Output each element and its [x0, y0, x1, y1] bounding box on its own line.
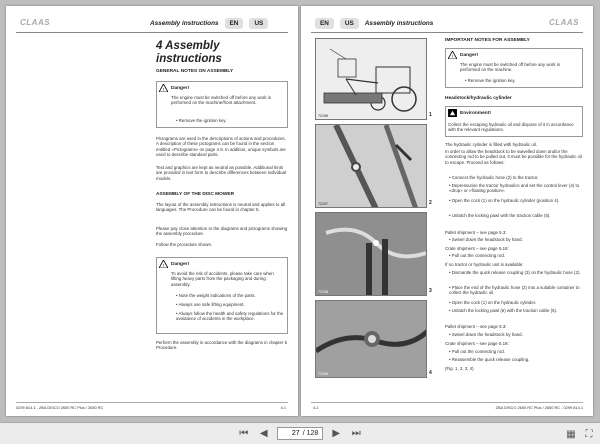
bullet-item: • Connect the hydraulic hose (2) to the tractor.: [449, 175, 585, 180]
figure-ref: 72197: [318, 202, 328, 206]
environment-label: Environment!: [460, 111, 491, 116]
lang-badge-us: US: [249, 18, 268, 29]
footer-doc-id: ZBA DISCO 2650 RC Plus / 2650 RC - 0299 814.1: [495, 405, 583, 410]
paragraph: Pallet shipment – see page 5.3:: [445, 230, 507, 235]
claas-logo: CLAAS: [548, 18, 579, 27]
warning-icon: [159, 84, 168, 92]
coupling-illustration: [316, 301, 427, 378]
viewer-toolbar: [0, 422, 600, 444]
bullet-item: • Reassemble the quick release coupling.: [449, 357, 585, 362]
header-title: Assembly instructions: [150, 19, 219, 27]
danger-text: The engine must be switched off before any work is performed on the machine/front attachment.: [171, 95, 271, 106]
paragraph: Pallet shipment – see page 5.3:: [445, 324, 507, 329]
first-page-button[interactable]: ⏮: [239, 428, 249, 439]
figure-3: [315, 212, 427, 296]
environment-text: Collect the escaping hydraulic oil and dispose of it in accordance with the relevant regulations.: [448, 122, 574, 133]
danger-text: The engine must be switched off before any work is performed on the machine.: [460, 62, 560, 73]
danger-text: To avoid the risk of accidents, please take care when lifting heavy parts from the packaging and during assembly.: [171, 271, 274, 287]
paragraph: The hydraulic cylinder is filled with hydraulic oil.: [445, 142, 537, 147]
figure-number: 1: [429, 112, 432, 118]
section-heading: IMPORTANT NOTES FOR ASSEMBLY: [445, 38, 530, 43]
bullet-item: • Swivel down the headstock by hand.: [449, 332, 585, 337]
figure-number: 4: [429, 370, 432, 376]
bullet-item: • Pull out the connecting rod.: [449, 253, 585, 258]
paragraph: In order to allow the headstock to be swivelled down and/or the connecting rod to be pulled out, it must be possible for the hydraulic oil to escape. Proceed as follows:: [445, 149, 582, 165]
chapter-title: 4 Assembly instructions: [156, 40, 222, 65]
left-page: [6, 6, 298, 416]
paragraph: Crate shipment – see page 5.19:: [445, 246, 509, 251]
danger-bullet: • Always follow the health and safety regulations for the avoidance of accidents in the workplace.: [176, 311, 284, 322]
page-header: [315, 16, 433, 30]
paragraph: Please pay close attention to the diagrams and pictograms showing the assembly procedure.: [156, 226, 288, 237]
danger-label: Danger!: [171, 86, 190, 91]
danger-bullet: • Note the weight indications of the parts.: [176, 293, 284, 298]
environment-icon: [448, 109, 457, 117]
section-heading: Headstock/hydraulic cylinder: [445, 96, 512, 101]
next-page-button[interactable]: ▶: [332, 428, 341, 439]
danger-label: Danger!: [171, 262, 190, 267]
figure-ref: 72199: [318, 372, 328, 376]
last-page-button[interactable]: ⏭: [351, 428, 361, 439]
section-heading: GENERAL NOTES ON ASSEMBLY: [156, 69, 234, 74]
lang-badge-en: EN: [225, 18, 244, 29]
footer-rule: [311, 402, 583, 403]
cock-illustration: [316, 213, 427, 296]
svg-text:!: !: [162, 263, 165, 268]
tractor-illustration: [316, 39, 427, 120]
hydraulic-cylinder-illustration: [316, 125, 427, 208]
paragraph: (Fig. 1, 2, 3, 4): [445, 366, 474, 371]
footer-rule: [16, 402, 288, 403]
bullet-item: • Unlatch the locking pawl with the traction cable (5).: [449, 213, 585, 218]
figure-number: 3: [429, 288, 432, 294]
header-title: Assembly instructions: [364, 19, 434, 27]
section-heading: ASSEMBLY OF THE DISC MOWER: [156, 192, 235, 197]
svg-text:!: !: [451, 54, 454, 59]
footer-page-number: 4.2: [313, 405, 319, 410]
grid-view-icon[interactable]: ▦: [566, 428, 576, 440]
paragraph: Text and graphics are kept as neutral as possible. Additional hints are provided in text form to describe differences between individual models.: [156, 165, 287, 181]
page-number-input[interactable]: [282, 430, 300, 437]
right-page: [301, 6, 593, 416]
page-header: [150, 16, 268, 30]
paragraph: Crate shipment – see page 5.19:: [445, 341, 509, 346]
figure-ref: 72196: [318, 114, 328, 118]
danger-bullet: • Always use safe lifting equipment.: [176, 302, 284, 307]
fullscreen-icon[interactable]: ⛶: [585, 428, 593, 440]
bullet-item: • Place the end of the hydraulic hose (2) into a suitable container to collect the hydraulic oil.: [449, 285, 585, 296]
figure-4: [315, 300, 427, 378]
bullet-item: • Dismantle the quick release coupling (3) on the hydraulic hose (2).: [449, 270, 585, 275]
danger-label: Danger!: [460, 53, 479, 58]
warning-icon: [159, 260, 168, 268]
svg-text:!: !: [162, 87, 165, 92]
bullet-item: • Swivel down the headstock by hand.: [449, 237, 585, 242]
footer-doc-id: 0299 814.1 - ZBA DISCO 2650 RC Plus / 2650 RC: [16, 405, 104, 410]
figure-number: 2: [429, 200, 432, 206]
bullet-item: • Depressurise the tractor hydraulics and set the control lever (4) to «drop» or «floating position».: [449, 183, 585, 194]
paragraph: Pictograms are used in the descriptions of actions and procedures. A description of these pictograms can be found in the section entitled «Pictograms» on page 4.9. In addition, unique symbols are used to describe standard parts.: [156, 136, 286, 158]
warning-icon: [448, 51, 457, 59]
danger-bullet: • Remove the ignition key.: [465, 78, 579, 83]
bullet-item: • Open the cock (1) on the hydraulic cylinder (position 4).: [449, 198, 585, 203]
bullet-item: • Open the cock (1) on the hydraulic cylinder.: [449, 300, 585, 305]
lang-badge-us: US: [340, 18, 359, 29]
bullet-item: • Unlatch the locking pawl (6) with the traction cable (5).: [449, 308, 585, 313]
paragraph: Perform the assembly in accordance with the diagrams in chapter 5 Procedure.: [156, 340, 288, 351]
paragraph: Follow the procedure shown.: [156, 242, 213, 247]
previous-page-button[interactable]: ◀: [259, 428, 268, 439]
figure-1: [315, 38, 427, 120]
danger-bullet: • Remove the ignition key.: [176, 118, 286, 123]
page-indicator: [277, 427, 324, 440]
claas-logo: CLAAS: [20, 18, 51, 27]
paragraph: If no tractor or hydraulic unit is available:: [445, 262, 524, 267]
header-rule: [16, 32, 288, 33]
header-rule: [311, 32, 583, 33]
bullet-item: • Pull out the connecting rod.: [449, 349, 585, 354]
paragraph: The layout of the assembly instructions is neutral and applies to all languages. The Procedure can be found in chapter 5.: [156, 202, 286, 213]
footer-page-number: 4.1: [280, 405, 286, 410]
total-pages: / 128: [302, 430, 319, 437]
figure-ref: 72198: [318, 290, 328, 294]
lang-badge-en: EN: [315, 18, 334, 29]
figure-2: [315, 124, 427, 208]
